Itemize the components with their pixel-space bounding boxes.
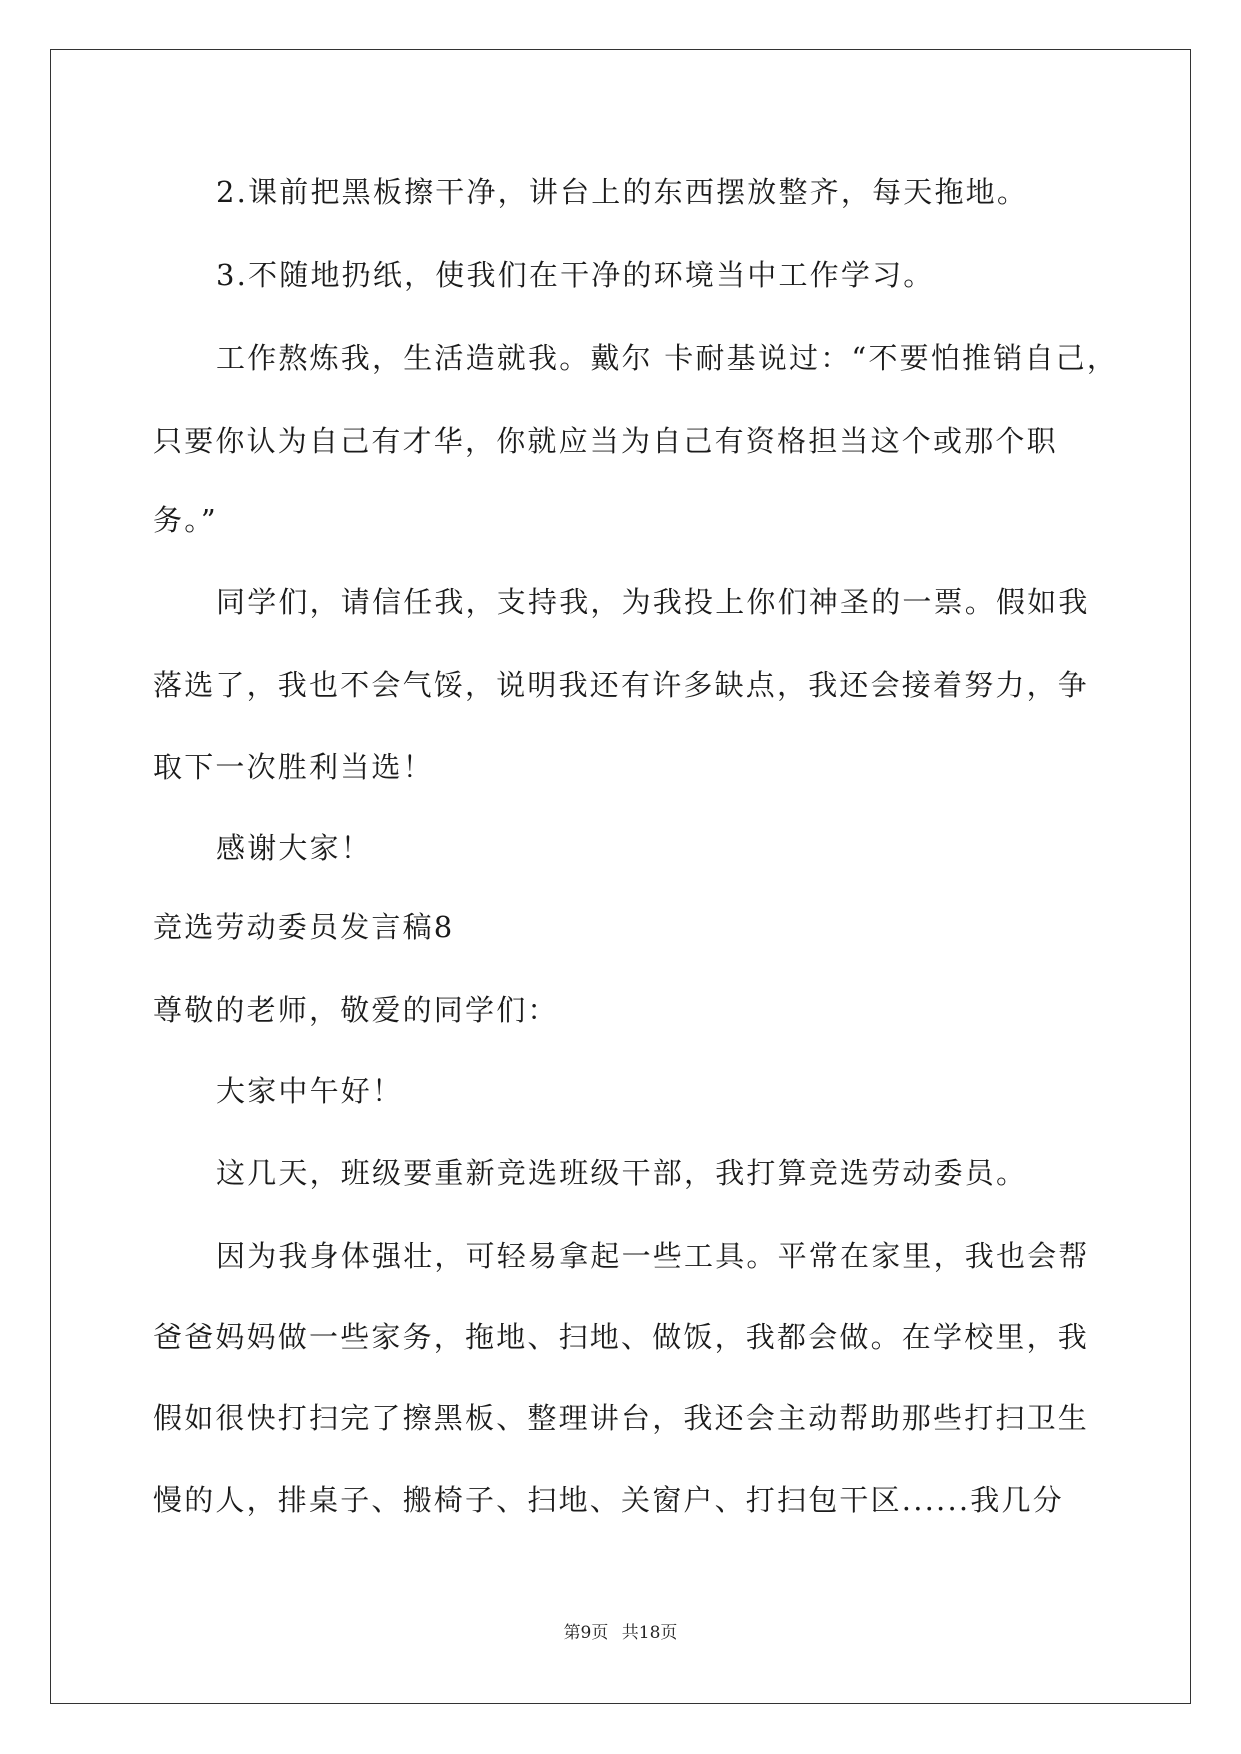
body-text-line: 2.课前把黑板擦干净，讲台上的东西摆放整齐，每天拖地。 (216, 175, 1029, 209)
body-text-line: 同学们，请信任我，支持我，为我投上你们神圣的一票。假如我 (216, 585, 1090, 619)
page-footer (0, 1621, 1241, 1645)
body-text-line: 落选了，我也不会气馁，说明我还有许多缺点，我还会接着努力，争 (153, 668, 1090, 702)
body-text-line: 爸爸妈妈做一些家务，拖地、扫地、做饭，我都会做。在学校里，我 (153, 1320, 1090, 1354)
section-heading: 竞选劳动委员发言稿8 (153, 910, 455, 944)
body-text-line: 这几天，班级要重新竞选班级干部，我打算竞选劳动委员。 (216, 1156, 1028, 1190)
body-text-line: 3.不随地扔纸，使我们在干净的环境当中工作学习。 (216, 258, 935, 292)
body-text-line: 取下一次胜利当选！ (153, 750, 434, 784)
page-total: 共18页 (621, 1623, 678, 1643)
body-text-line: 只要你认为自己有才华，你就应当为自己有资格担当这个或那个职 (153, 424, 1058, 458)
body-text-line: 工作熬炼我，生活造就我。戴尔 卡耐基说过：“不要怕推销自己， (216, 341, 1119, 375)
body-text-line: 感谢大家！ (216, 831, 373, 865)
page-number: 第9页 (563, 1623, 609, 1643)
page-border (50, 49, 1191, 1704)
body-text-line: 务。” (153, 503, 218, 537)
body-text-line: 因为我身体强壮，可轻易拿起一些工具。平常在家里，我也会帮 (216, 1239, 1090, 1273)
body-text-line: 慢的人，排桌子、搬椅子、扫地、关窗户、打扫包干区......我几分 (153, 1483, 1064, 1517)
greeting: 大家中午好！ (216, 1074, 404, 1108)
body-text-line: 假如很快打扫完了擦黑板、整理讲台，我还会主动帮助那些打扫卫生 (153, 1401, 1090, 1435)
salutation: 尊敬的老师，敬爱的同学们： (153, 993, 559, 1027)
